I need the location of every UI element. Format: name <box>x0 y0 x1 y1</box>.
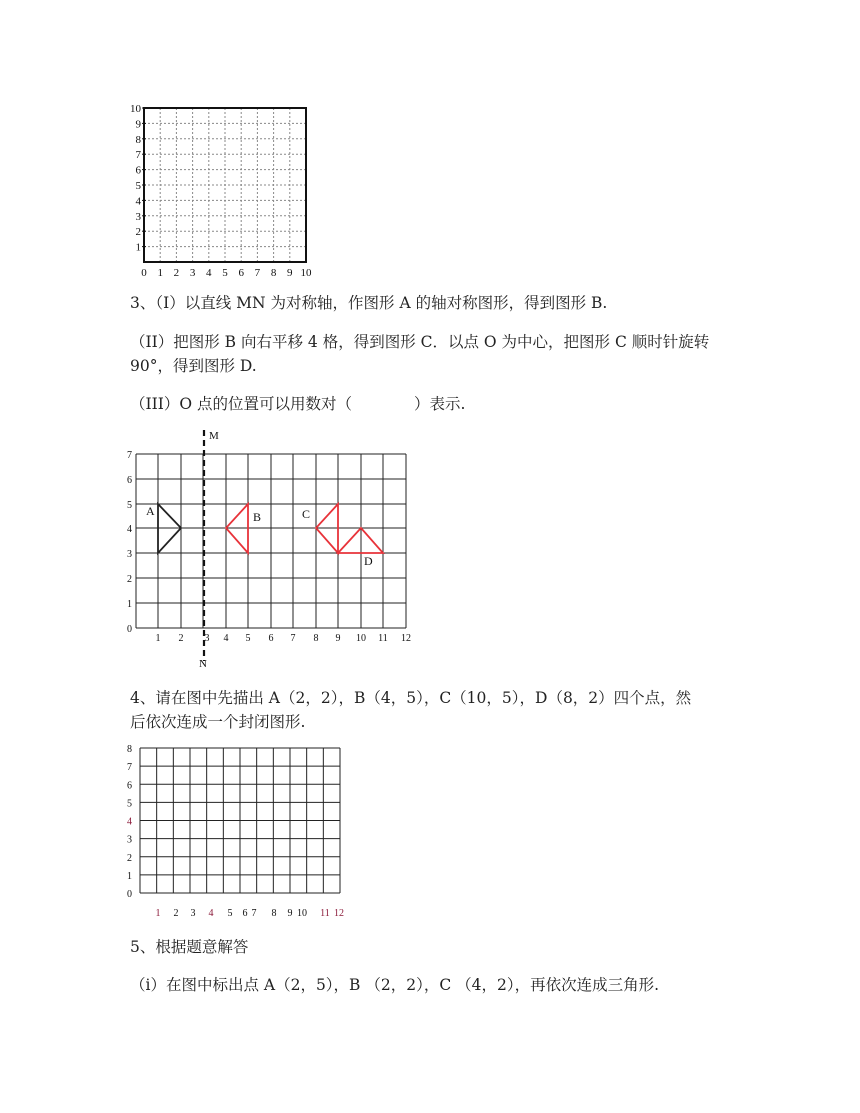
grid3-x-label-4: 4 <box>208 908 214 919</box>
grid2-x-tick-1: 1 <box>155 633 161 644</box>
grid1-x-tick: 6 <box>238 267 244 279</box>
grid3-x-label-5: 5 <box>227 908 233 919</box>
grid2-x-tick-11: 11 <box>378 633 388 644</box>
grid1-y-tick: 3 <box>135 210 141 223</box>
grid3-x-label-11: 11 <box>320 908 330 919</box>
grid2-lines <box>136 454 406 628</box>
grid3-x-label-9: 9 <box>287 908 293 919</box>
grid3-x-label-3: 3 <box>190 908 196 919</box>
grid2-y-tick-4: 4 <box>127 524 132 535</box>
grid2-y-tick-2: 2 <box>127 574 132 585</box>
grid3-y-tick: 5 <box>127 798 132 810</box>
grid2-y-tick-3: 3 <box>127 549 132 560</box>
grid3-x-label-8: 8 <box>271 908 277 919</box>
grid1-x-axis-labels <box>141 267 312 279</box>
q5-line1: （i）在图中标出点 A（2，5），B （2，2），C （4，2），再依次连成三角形. <box>130 976 660 994</box>
q3-line2: （II）把图形 B 向右平移 4 格，得到图形 C．以点 O 为中心，把图形 C 顺时针旋转 <box>130 333 710 351</box>
grid1-x-tick: 0 <box>141 267 147 279</box>
label-b: B <box>253 510 262 524</box>
grid3-x-label-7: 7 <box>251 908 257 919</box>
q4-line1: 4、请在图中先描出 A（2，2），B（4，5），C（10，5），D（8，2）四个点，然 <box>130 689 692 707</box>
grid1-x-tick: 7 <box>254 267 261 279</box>
grid1-dotted-lines <box>144 108 306 262</box>
grid2-y-tick-6: 6 <box>127 475 132 486</box>
grid1-y-tick: 5 <box>135 180 141 192</box>
grid3-x-label-6: 6 <box>242 908 248 919</box>
label-n: N <box>199 658 207 670</box>
q5-title: 5、根据题意解答 <box>130 938 249 956</box>
grid1-x-tick: 5 <box>222 267 228 279</box>
q3-line1: 3、（I）以直线 MN 为对称轴，作图形 A 的轴对称图形，得到图形 B. <box>130 294 608 312</box>
grid3-x-label-1: 1 <box>155 908 161 919</box>
grid1-x-tick: 3 <box>189 267 196 279</box>
grid1-y-tick: 9 <box>135 118 141 131</box>
label-c: C <box>302 507 311 521</box>
grid2-x-tick-2: 2 <box>178 633 184 644</box>
grid3-x-axis-labels <box>156 908 345 919</box>
grid3-lines <box>140 748 340 893</box>
grid2-x-tick-12: 12 <box>401 633 411 644</box>
grid1-y-tick: 2 <box>135 226 141 239</box>
grid3-y-tick: 7 <box>127 762 132 774</box>
grid3-y-tick: 8 <box>127 744 132 755</box>
grid1-x-tick: 8 <box>270 267 277 279</box>
label-m: M <box>209 430 219 442</box>
grid3-x-label-10: 10 <box>297 908 307 919</box>
grid1-x-tick: 10 <box>300 267 312 279</box>
grid3-x-label-12: 12 <box>334 908 344 919</box>
grid3-x-label-2: 2 <box>173 908 179 919</box>
grid2-x-tick-4: 4 <box>223 633 229 644</box>
grid2-x-tick-3: 3 <box>204 633 210 644</box>
grid1-x-tick: 4 <box>206 267 212 279</box>
grid1-y-tick: 6 <box>135 164 141 177</box>
grid2-y-tick-0: 0 <box>127 624 132 635</box>
coordinate-grid-2 <box>118 425 418 675</box>
grid1-y-tick: 7 <box>135 149 141 162</box>
q3-line3: 90°，得到图形 D. <box>130 357 257 375</box>
grid2-x-tick-9: 9 <box>335 633 341 644</box>
grid2-y-tick-7: 7 <box>127 450 132 461</box>
grid2-x-tick-7: 7 <box>290 633 296 644</box>
grid3-y-tick: 6 <box>127 780 132 792</box>
grid3-y-tick: 0 <box>127 889 132 900</box>
grid2-x-tick-10: 10 <box>356 633 366 644</box>
grid1-y-tick: 1 <box>135 241 141 254</box>
grid2-y-tick-5: 5 <box>127 500 132 511</box>
label-d: D <box>364 554 373 568</box>
grid2-x-axis-labels <box>156 633 412 644</box>
coordinate-grid-3 <box>118 740 358 925</box>
label-a: A <box>146 504 155 518</box>
q3-line4: （III）O 点的位置可以用数对（ ）表示. <box>130 395 466 413</box>
grid2-x-tick-8: 8 <box>313 633 319 644</box>
grid1-y-tick: 4 <box>135 195 141 208</box>
grid2-x-tick-5: 5 <box>245 633 251 644</box>
coordinate-grid-1 <box>120 100 320 280</box>
q4-line2: 后依次连成一个封闭图形. <box>130 713 306 731</box>
grid1-x-tick: 1 <box>157 267 163 279</box>
grid2-y-axis-labels <box>127 450 132 635</box>
grid3-y-tick: 4 <box>127 816 132 828</box>
grid1-y-tick: 8 <box>135 133 141 146</box>
grid1-y-tick: 10 <box>130 103 141 115</box>
grid1-x-tick: 9 <box>287 267 293 279</box>
grid1-x-tick: 2 <box>173 267 180 279</box>
grid3-y-tick: 3 <box>127 834 132 846</box>
grid3-y-tick: 2 <box>127 852 132 864</box>
grid2-x-tick-6: 6 <box>268 633 274 644</box>
grid2-y-tick-1: 1 <box>127 599 132 610</box>
grid3-y-axis-labels <box>127 744 132 900</box>
grid3-y-tick: 1 <box>127 870 132 882</box>
